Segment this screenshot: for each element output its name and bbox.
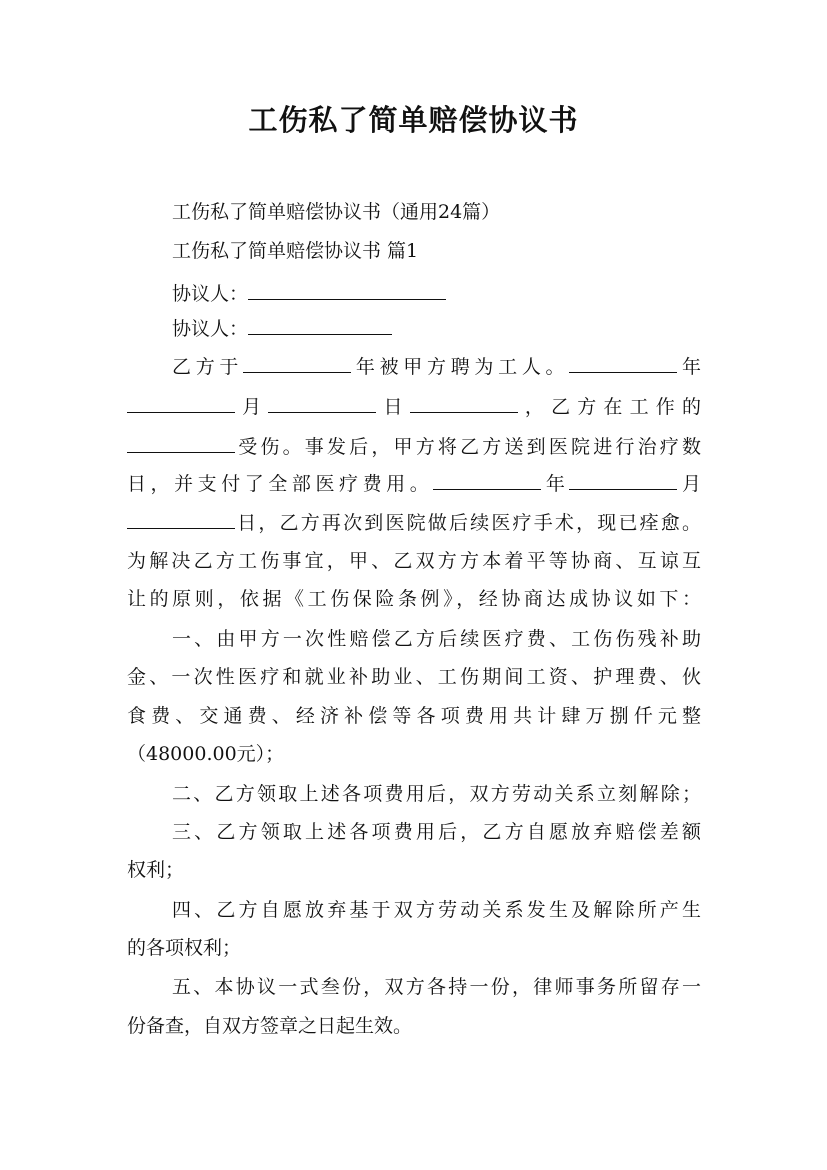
clause-4-line: 四、乙方自愿放弃基于双方劳动关系发生及解除所产生 <box>172 899 701 921</box>
section-heading: 工伤私了简单赔偿协议书 篇1 <box>172 240 419 262</box>
party-line-2 <box>172 319 701 339</box>
blank-field <box>268 397 376 413</box>
clause-1-line: 食费、交通费、经济补偿等各项费用共计肆万捌仟元整 <box>127 705 701 727</box>
body-line <box>127 513 701 533</box>
clause-1-line: （48000.00元）； <box>127 743 285 765</box>
clause-1-line: 一、由甲方一次性赔偿乙方后续医疗费、工伤伤残补助 <box>172 628 701 650</box>
text-span: 年被甲方聘为工人。 <box>351 356 570 378</box>
clause-1-line: 金、一次性医疗和就业补助业、工伤期间工资、护理费、伙 <box>127 666 701 688</box>
body-line <box>127 437 701 457</box>
party-label: 协议人： <box>172 283 249 305</box>
body-line <box>127 474 701 494</box>
blank-field <box>243 357 351 373</box>
text-span: 日 <box>376 396 410 418</box>
blank-field <box>248 319 392 335</box>
text-span: 日，并支付了全部医疗费用。 <box>127 473 434 495</box>
body-line: 为解决乙方工伤事宜，甲、乙双方方本着平等协商、互谅互 <box>127 550 701 572</box>
blank-field <box>127 397 235 413</box>
text-span: 月 <box>677 473 701 495</box>
blank-field <box>127 437 235 453</box>
clause-3-line: 三、乙方领取上述各项费用后，乙方自愿放弃赔偿差额 <box>172 821 701 843</box>
text-span: 乙方于 <box>172 356 244 378</box>
subtitle-line: 工伤私了简单赔偿协议书（通用24篇） <box>172 201 501 223</box>
blank-field <box>433 474 541 490</box>
party-label: 协议人： <box>172 318 249 340</box>
clause-5-line: 份备查，自双方签章之日起生效。 <box>127 1015 413 1037</box>
clause-4-line: 的各项权利； <box>127 937 242 959</box>
text-span: 年 <box>677 356 701 378</box>
blank-field <box>569 474 677 490</box>
clause-2-line: 二、乙方领取上述各项费用后，双方劳动关系立刻解除； <box>172 783 701 805</box>
party-line-1 <box>172 284 701 304</box>
blank-field <box>410 397 518 413</box>
body-line <box>172 357 701 377</box>
blank-field <box>248 284 446 300</box>
blank-field <box>569 357 677 373</box>
text-span: 日，乙方再次到医院做后续医疗手术，现已痊愈。 <box>235 512 701 534</box>
text-span: ，乙方在工作的 <box>517 396 701 418</box>
text-span: 受伤。事发后，甲方将乙方送到医院进行治疗数 <box>235 436 701 458</box>
clause-3-line: 权利； <box>127 859 185 881</box>
body-line <box>127 397 701 417</box>
body-line: 让的原则，依据《工伤保险条例》，经协商达成协议如下： <box>127 588 701 610</box>
document-title: 工伤私了简单赔偿协议书 <box>248 103 579 137</box>
text-span: 年 <box>541 473 570 495</box>
clause-5-line: 五、本协议一式叁份，双方各持一份，律师事务所留存一 <box>172 976 701 998</box>
text-span: 月 <box>235 396 269 418</box>
blank-field <box>127 513 235 529</box>
